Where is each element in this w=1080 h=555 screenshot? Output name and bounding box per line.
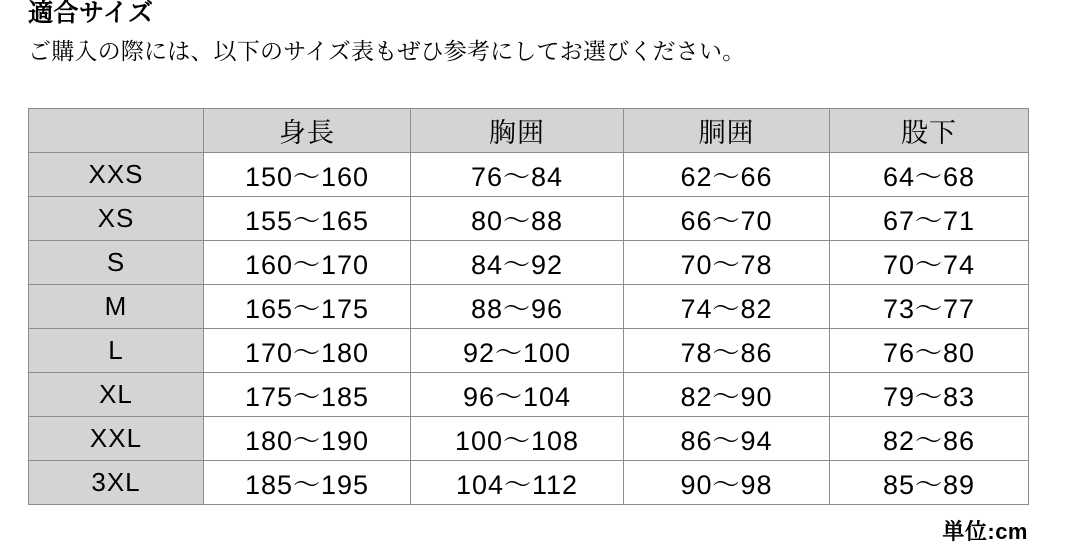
row-label: M xyxy=(29,284,204,328)
table-header-cell-waist: 胴囲 xyxy=(624,108,830,152)
intro-text: ご購入の際には、以下のサイズ表もぜひ参考にしてお選びください。 xyxy=(28,38,746,65)
cell-inseam: 79〜83 xyxy=(830,372,1029,416)
cell-inseam: 76〜80 xyxy=(830,328,1029,372)
cell-waist: 86〜94 xyxy=(624,416,830,460)
cell-chest: 96〜104 xyxy=(411,372,624,416)
cell-height: 170〜180 xyxy=(204,328,411,372)
cell-height: 165〜175 xyxy=(204,284,411,328)
page-title: 適合サイズ xyxy=(28,0,154,27)
cell-inseam: 67〜71 xyxy=(830,196,1029,240)
cell-waist: 90〜98 xyxy=(624,460,830,504)
cell-inseam: 70〜74 xyxy=(830,240,1029,284)
cell-height: 155〜165 xyxy=(204,196,411,240)
table-row xyxy=(29,152,1029,196)
table-body xyxy=(29,152,1029,504)
cell-chest: 80〜88 xyxy=(411,196,624,240)
size-table-container xyxy=(28,108,1052,505)
table-header-cell-height: 身長 xyxy=(204,108,411,152)
table-row xyxy=(29,328,1029,372)
table-header-cell-chest: 胸囲 xyxy=(411,108,624,152)
row-label: XL xyxy=(29,372,204,416)
cell-waist: 78〜86 xyxy=(624,328,830,372)
size-table xyxy=(28,108,1029,505)
cell-chest: 92〜100 xyxy=(411,328,624,372)
row-label: 3XL xyxy=(29,460,204,504)
cell-height: 160〜170 xyxy=(204,240,411,284)
cell-height: 175〜185 xyxy=(204,372,411,416)
cell-inseam: 64〜68 xyxy=(830,152,1029,196)
row-label: XXL xyxy=(29,416,204,460)
row-label: XS xyxy=(29,196,204,240)
table-header-cell-size xyxy=(29,108,204,152)
table-header-row xyxy=(29,108,1029,152)
table-header-cell-inseam: 股下 xyxy=(830,108,1029,152)
cell-waist: 62〜66 xyxy=(624,152,830,196)
table-header xyxy=(29,108,1029,152)
cell-inseam: 82〜86 xyxy=(830,416,1029,460)
cell-height: 180〜190 xyxy=(204,416,411,460)
unit-note: 単位:cm xyxy=(942,518,1028,544)
table-row xyxy=(29,240,1029,284)
cell-chest: 100〜108 xyxy=(411,416,624,460)
cell-chest: 84〜92 xyxy=(411,240,624,284)
table-row xyxy=(29,196,1029,240)
row-label: S xyxy=(29,240,204,284)
table-row xyxy=(29,460,1029,504)
cell-waist: 66〜70 xyxy=(624,196,830,240)
cell-chest: 88〜96 xyxy=(411,284,624,328)
cell-waist: 70〜78 xyxy=(624,240,830,284)
table-row xyxy=(29,416,1029,460)
row-label: L xyxy=(29,328,204,372)
cell-waist: 74〜82 xyxy=(624,284,830,328)
cell-chest: 104〜112 xyxy=(411,460,624,504)
cell-inseam: 85〜89 xyxy=(830,460,1029,504)
cell-chest: 76〜84 xyxy=(411,152,624,196)
cell-inseam: 73〜77 xyxy=(830,284,1029,328)
cell-waist: 82〜90 xyxy=(624,372,830,416)
row-label: XXS xyxy=(29,152,204,196)
table-row xyxy=(29,284,1029,328)
cell-height: 150〜160 xyxy=(204,152,411,196)
cell-height: 185〜195 xyxy=(204,460,411,504)
table-row xyxy=(29,372,1029,416)
